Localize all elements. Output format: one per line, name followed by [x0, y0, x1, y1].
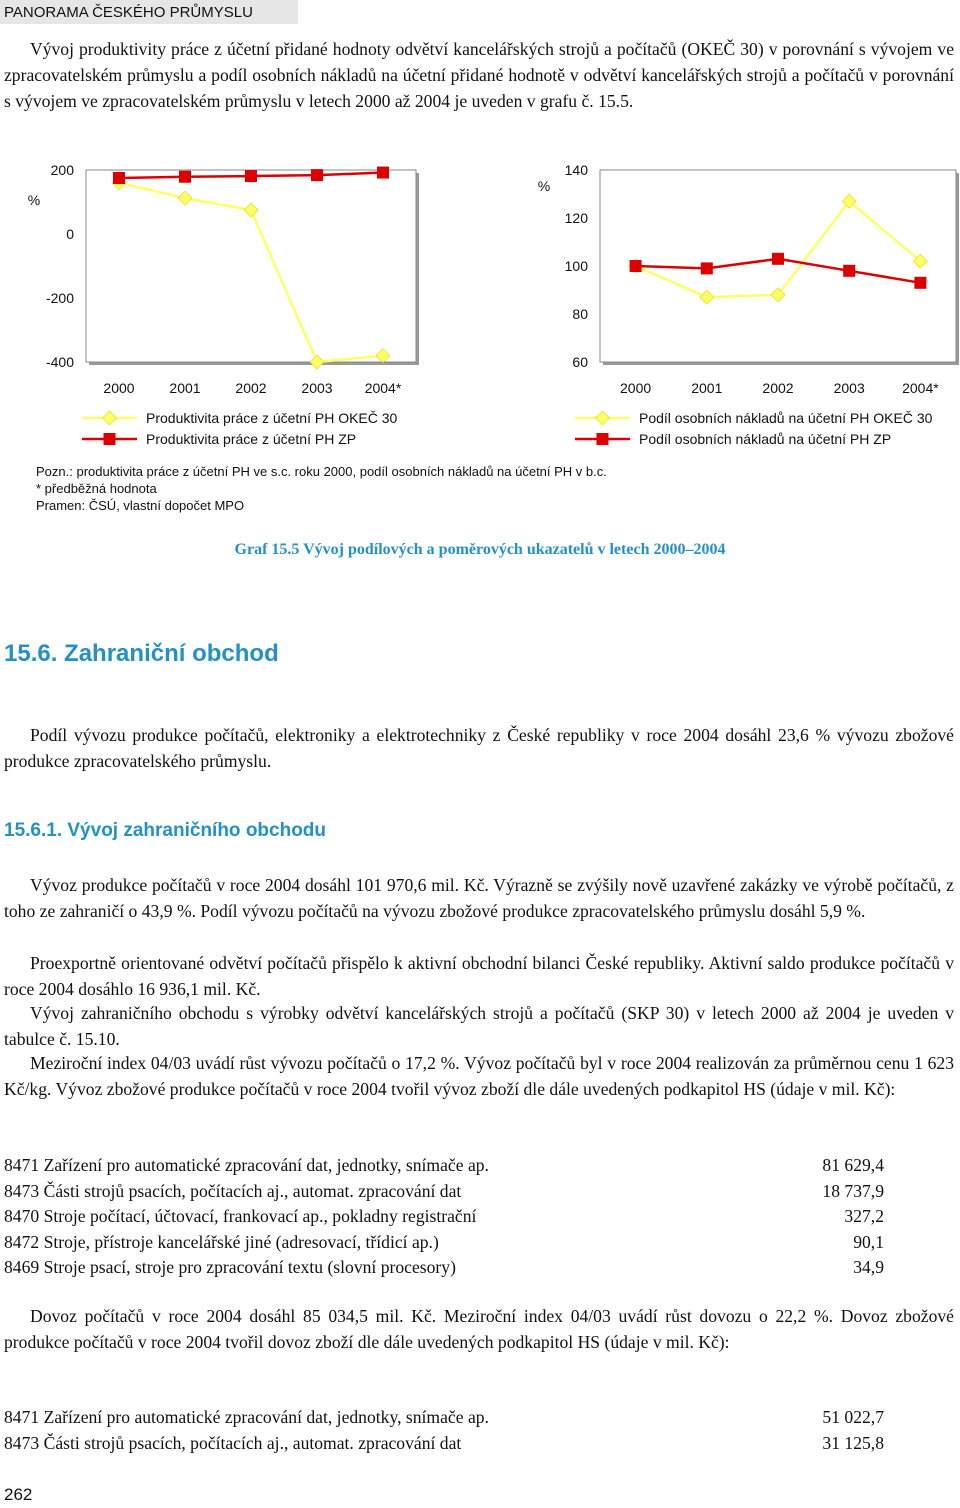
paragraph-index: Meziroční index 04/03 uvádí růst vývozu počítačů o 17,2 %. Vývoz počítačů byl v roce 2004 realizován za průměrnou cenu 1 623 Kč/kg. Vývoz zbožové produkce počítačů v roce 2004 tvořil vývoz zboží dle dále uvedených podkapitol HS (údaje v mil. Kč): — [4, 1053, 954, 1099]
intro-paragraph: Vývoj produktivity práce z účetní přidané hodnoty odvětví kancelářských strojů a počítačů (OKEČ 30) v porovnání s vývojem ve zpracovatelském průmyslu a podíl osobních nákladů na účetní přidané hodnotě v odvětví kancelářských strojů a počítačů v porovnání s vývojem ve zpracovatelském průmyslu v letech 2000 až 2004 je uveden v grafu č. 15.5. — [4, 39, 954, 111]
list-item-value: 34,9 — [853, 1257, 884, 1277]
x-tick-label: 2003 — [301, 380, 333, 396]
paragraph-table-ref: Vývoj zahraničního obchodu s výrobky odvětví kancelářských strojů a počítačů (SKP 30) v letech 2000 až 2004 je uveden v tabulce č. 15.10. — [4, 1003, 954, 1049]
list-item — [4, 1431, 884, 1457]
paragraph-balance: Proexportně orientované odvětví počítačů přispělo k aktivní obchodní bilanci České republiky. Aktivní saldo produkce počítačů v roce 2004 dosáhlo 16 936,1 mil. Kč. — [4, 953, 954, 999]
x-tick-label: 2001 — [169, 380, 201, 396]
data-point-square — [701, 262, 713, 274]
list-item — [4, 1204, 884, 1230]
note-line: * předběžná hodnota — [36, 481, 157, 496]
list-item-label: 8471 Zařízení pro automatické zpracování dat, jednotky, snímače ap. — [4, 1407, 489, 1427]
import-list — [4, 1405, 884, 1456]
list-item — [4, 1405, 884, 1431]
paragraph-export: Vývoz produkce počítačů v roce 2004 dosáhl 101 970,6 mil. Kč. Výrazně se zvýšily nově uzavřené zakázky ve výrobě počítačů, z toho ze zahraničí o 43,9 %. Podíl vývozu počítačů na vývozu zbožové produkce zpracovatelského průmyslu dosáhl 5,9 %. — [4, 875, 954, 921]
paragraph-import: Dovoz počítačů v roce 2004 dosáhl 85 034,5 mil. Kč. Meziroční index 04/03 uvádí růst dovozu o 22,2 %. Dovoz zbožové produkce počítačů v roce 2004 tvořil dovoz zboží dle dále uvedených podkapitol HS (údaje v mil. Kč): — [4, 1306, 954, 1352]
section-paragraph: Podíl vývozu produkce počítačů, elektroniky a elektrotechniky z České republiky v roce 2004 dosáhl 23,6 % vývozu zbožové produkce zpracovatelského průmyslu. — [4, 725, 954, 771]
y-tick-label: 100 — [564, 258, 588, 274]
section-heading: 15.6. Zahraniční obchod — [4, 640, 279, 667]
legend-marker-diamond — [596, 411, 610, 425]
y-tick-label: 200 — [50, 162, 74, 178]
x-tick-label: 2000 — [103, 380, 135, 396]
list-item-value: 31 125,8 — [822, 1432, 884, 1453]
legend-label: Podíl osobních nákladů na účetní PH ZP — [639, 431, 892, 447]
data-point-square — [377, 167, 389, 179]
y-tick-label: 80 — [572, 306, 588, 322]
data-point-square — [914, 277, 926, 289]
list-item — [4, 1179, 884, 1205]
data-point-square — [113, 172, 125, 184]
x-tick-label: 2004* — [902, 380, 939, 396]
export-list — [4, 1153, 884, 1281]
list-item-label: 8471 Zařízení pro automatické zpracování dat, jednotky, snímače ap. — [4, 1155, 489, 1175]
list-item-value: 51 022,7 — [822, 1407, 884, 1427]
legend-label: Podíl osobních nákladů na účetní PH OKEČ 30 — [639, 410, 933, 426]
y-unit-label: % — [537, 178, 551, 194]
x-tick-label: 2001 — [691, 380, 723, 396]
list-item — [4, 1230, 884, 1256]
x-tick-label: 2003 — [833, 380, 865, 396]
data-point-square — [772, 253, 784, 265]
running-header-title: PANORAMA ČESKÉHO PRŮMYSLU — [4, 4, 253, 21]
y-tick-label: 120 — [564, 210, 588, 226]
data-point-square — [179, 171, 191, 183]
list-item-value: 81 629,4 — [822, 1155, 884, 1175]
chart-notes — [36, 463, 607, 514]
figure-caption: Graf 15.5 Vývoj podílových a poměrových ukazatelů v letech 2000–2004 — [234, 541, 726, 558]
list-item-label: 8473 Části strojů psacích, počítacích aj., automat. zpracování dat — [4, 1180, 462, 1201]
note-line: Pozn.: produktivita práce z účetní PH ve s.c. roku 2000, podíl osobních nákladů na účetní PH v b.c. — [36, 464, 607, 479]
chart-productivity — [20, 160, 440, 450]
x-tick-label: 2002 — [235, 380, 267, 396]
list-item — [4, 1255, 884, 1281]
y-tick-label: -200 — [45, 290, 74, 306]
x-tick-label: 2002 — [762, 380, 794, 396]
list-item-label: 8469 Stroje psací, stroje pro zpracování textu (slovní procesory) — [4, 1257, 456, 1277]
list-item — [4, 1153, 884, 1179]
legend-label: Produktivita práce z účetní PH OKEČ 30 — [146, 410, 398, 426]
list-item-value: 18 737,9 — [822, 1180, 884, 1201]
running-header — [0, 0, 298, 24]
legend-marker-square — [597, 433, 609, 445]
subsection-heading: 15.6.1. Vývoj zahraničního obchodu — [4, 820, 327, 841]
y-tick-label: 0 — [66, 226, 74, 242]
y-tick-label: -400 — [45, 354, 74, 370]
note-line: Pramen: ČSÚ, vlastní dopočet MPO — [36, 498, 245, 513]
legend-label: Produktivita práce z účetní PH ZP — [146, 431, 357, 447]
list-item-label: 8472 Stroje, přístroje kancelářské jiné (adresovací, třídicí ap.) — [4, 1231, 439, 1252]
x-tick-label: 2004* — [364, 380, 402, 396]
legend-marker-diamond — [103, 411, 117, 425]
data-point-square — [630, 260, 642, 272]
data-point-square — [245, 170, 257, 182]
list-item-label: 8470 Stroje počítací, účtovací, frankovací ap., pokladny registrační — [4, 1206, 477, 1226]
legend-marker-square — [104, 433, 116, 445]
chart-personal-costs — [530, 160, 960, 450]
list-item-label: 8473 Části strojů psacích, počítacích aj., automat. zpracování dat — [4, 1432, 462, 1453]
list-item-value: 90,1 — [853, 1231, 884, 1252]
y-tick-label: 60 — [572, 354, 588, 370]
y-unit-label: % — [27, 192, 41, 208]
plot-area — [86, 170, 416, 362]
y-tick-label: 140 — [564, 162, 588, 178]
list-item-value: 327,2 — [844, 1206, 884, 1226]
x-tick-label: 2000 — [620, 380, 652, 396]
data-point-square — [311, 169, 323, 181]
data-point-square — [843, 265, 855, 277]
page-number: 262 — [4, 1485, 33, 1504]
